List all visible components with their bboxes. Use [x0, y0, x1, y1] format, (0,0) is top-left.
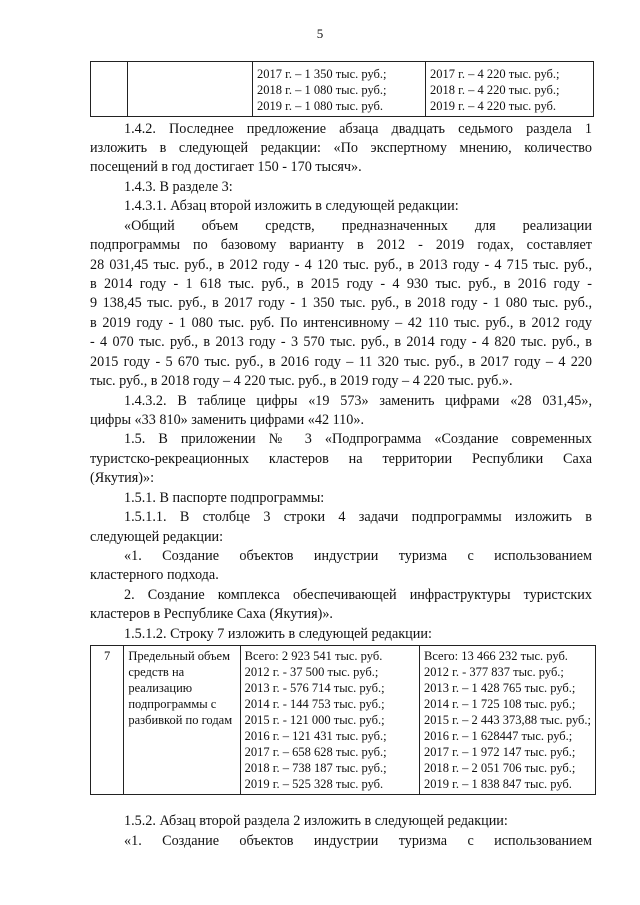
- paragraph-line: (Якутия)»:: [90, 470, 155, 486]
- base-variant-line: 2013 г. - 576 714 тыс. руб.;: [244, 681, 385, 695]
- paragraph-line: 1.5.1.1. В столбце 3 строки 4 задачи подпрограммы изложить в: [124, 509, 592, 525]
- base-variant-line: 2014 г. - 144 753 тыс. руб.;: [244, 697, 385, 711]
- paragraph-line: посещений в год достигает 150 - 170 тысяч».: [90, 159, 362, 175]
- page-number: 5: [316, 26, 324, 41]
- base-variant-line: 2019 г. – 525 328 тыс. руб.: [244, 777, 384, 791]
- paragraph-line: «1. Создание объектов индустрии туризма с использованием: [124, 833, 592, 849]
- row-label-line: реализацию: [128, 681, 193, 695]
- paragraph-line: 1.5.1.2. Строку 7 изложить в следующей редакции:: [124, 626, 432, 642]
- intensive-variant-line: Всего: 13 466 232 тыс. руб.: [423, 649, 568, 663]
- paragraph-line: 2. Создание комплекса обеспечивающей инфраструктуры туристских: [124, 587, 592, 603]
- intensive-variant-line: 2014 г. – 1 725 108 тыс. руб.;: [423, 697, 576, 711]
- intensive-variant-line: 2016 г. – 1 628447 тыс. руб.;: [423, 729, 573, 743]
- intensive-variant-line: 2018 г. – 2 051 706 тыс. руб.;: [423, 761, 576, 775]
- row-label-line: Предельный объем: [128, 649, 230, 663]
- row-label-line: средств на: [128, 665, 185, 679]
- paragraph-line: в 2014 году - 1 618 тыс. руб., в 2015 году - 4 930 тыс. руб., в 2016 году -: [90, 276, 592, 292]
- top-col3-line: 2017 г. – 1 350 тыс. руб.;: [257, 67, 387, 81]
- paragraph-line: цифры «33 810» заменить цифрами «42 110».: [90, 412, 364, 428]
- paragraph-line: туристско-рекреационных кластеров на территории Республики Саха: [90, 451, 592, 467]
- paragraph-line: 1.5. В приложении № 3 «Подпрограмма «Создание современных: [124, 431, 592, 447]
- table-cell-col3: [253, 62, 426, 117]
- intensive-variant-line: 2012 г. - 377 837 тыс. руб.;: [423, 665, 564, 679]
- paragraph-line: 1.4.3.2. В таблице цифры «19 573» заменить цифрами «28 031,45»,: [124, 393, 592, 409]
- base-variant-line: 2016 г. – 121 431 тыс. руб.;: [244, 729, 387, 743]
- table-cell-col4: [426, 62, 594, 117]
- intensive-variant-cell: [419, 646, 595, 795]
- row-label-line: подпрограммы с: [128, 697, 217, 711]
- paragraph-line: 2015 году - 5 670 тыс. руб., в 2016 году – 11 320 тыс. руб., в 2017 году – 4 220: [90, 354, 592, 370]
- paragraph-line: 1.5.1. В паспорте подпрограммы:: [124, 490, 325, 506]
- intensive-variant-line: 2017 г. – 1 972 147 тыс. руб.;: [423, 745, 576, 759]
- base-variant-line: Всего: 2 923 541 тыс. руб.: [244, 649, 383, 663]
- row-label-line: разбивкой по годам: [128, 713, 233, 727]
- paragraph-line: тыс. руб., в 2018 году – 4 220 тыс. руб., в 2019 году – 4 220 тыс. руб.».: [90, 373, 513, 389]
- paragraph-line: в 2019 году - 1 080 тыс. руб. По интенсивному – 42 110 тыс. руб., в 2012 году: [90, 315, 592, 331]
- table-cell-label: [128, 62, 253, 117]
- paragraph-line: 1.4.3. В разделе 3:: [124, 179, 233, 195]
- top-col4-line: 2017 г. – 4 220 тыс. руб.;: [430, 67, 560, 81]
- intensive-variant-line: 2013 г. – 1 428 765 тыс. руб.;: [423, 681, 576, 695]
- paragraph-line: 28 031,45 тыс. руб., в 2012 году - 4 120 тыс. руб., в 2013 году - 4 715 тыс. руб.,: [90, 257, 592, 273]
- paragraph-line: следующей редакции:: [90, 529, 224, 545]
- row-number-cell: [91, 646, 124, 795]
- base-variant-line: 2012 г. - 37 500 тыс. руб.;: [244, 665, 379, 679]
- paragraph-line: - 4 070 тыс. руб., в 2013 году - 3 570 тыс. руб., в 2014 году - 4 820 тыс. руб., в: [90, 334, 592, 350]
- top-col4-line: 2019 г. – 4 220 тыс. руб.: [430, 99, 557, 113]
- base-variant-cell: [240, 646, 419, 795]
- row-label-cell: [124, 646, 240, 795]
- paragraph-line: подпрограммы по базовому варианту в 2012 - 2019 годах, составляет: [90, 237, 592, 253]
- passport-row-7-table: [90, 645, 596, 795]
- base-variant-line: 2015 г. - 121 000 тыс. руб.;: [244, 713, 385, 727]
- paragraph-line: изложить в следующей редакции: «По экспертному мнению, количество: [90, 140, 592, 156]
- paragraph-line: кластеров в Республике Саха (Якутия)».: [90, 606, 333, 622]
- intensive-variant-line: 2015 г. – 2 443 373,88 тыс. руб.;: [423, 713, 591, 727]
- top-col3-line: 2019 г. – 1 080 тыс. руб.: [257, 99, 384, 113]
- paragraph-line: 1.4.3.1. Абзац второй изложить в следующей редакции:: [124, 198, 459, 214]
- base-variant-line: 2017 г. – 658 628 тыс. руб.;: [244, 745, 387, 759]
- table-cell-num: [91, 62, 128, 117]
- paragraph-line: 9 138,45 тыс. руб., в 2017 году - 1 350 тыс. руб., в 2018 году - 1 080 тыс. руб.,: [90, 295, 592, 311]
- paragraph-line: 1.5.2. Абзац второй раздела 2 изложить в следующей редакции:: [124, 813, 508, 829]
- row-number: 7: [104, 649, 111, 663]
- top-col3-line: 2018 г. – 1 080 тыс. руб.;: [257, 83, 387, 97]
- intensive-variant-line: 2019 г. – 1 838 847 тыс. руб.: [423, 777, 572, 791]
- paragraph-line: «1. Создание объектов индустрии туризма с использованием: [124, 548, 592, 564]
- paragraph-line: кластерного подхода.: [90, 567, 219, 583]
- paragraph-line: «Общий объем средств, предназначенных для реализации: [124, 218, 592, 234]
- paragraph-line: 1.4.2. Последнее предложение абзаца двадцать седьмого раздела 1: [124, 121, 592, 137]
- top-col4-line: 2018 г. – 4 220 тыс. руб.;: [430, 83, 560, 97]
- base-variant-line: 2018 г. – 738 187 тыс. руб.;: [244, 761, 387, 775]
- top-table: [90, 61, 594, 117]
